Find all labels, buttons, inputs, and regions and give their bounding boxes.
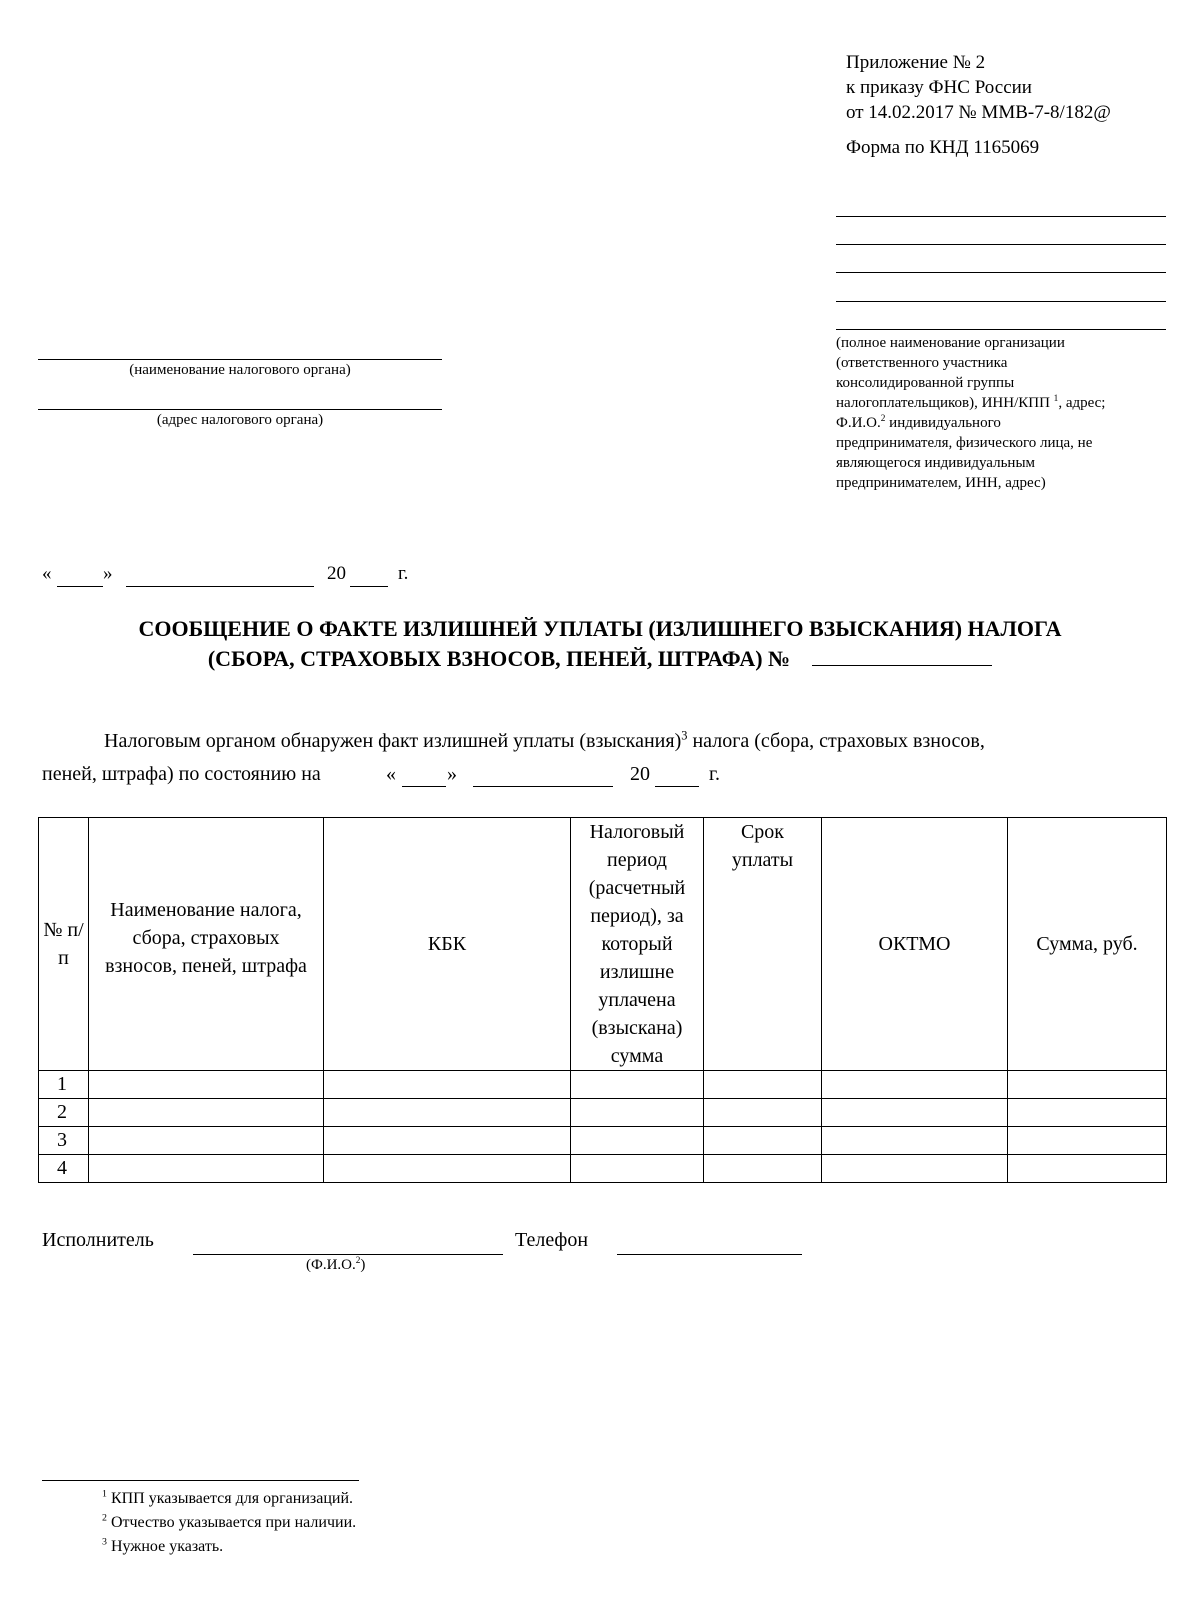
title-line-1: СООБЩЕНИЕ О ФАКТЕ ИЗЛИШНЕЙ УПЛАТЫ (ИЗЛИШНЕГО ВЗЫСКАНИЯ) НАЛОГА: [138, 616, 1062, 641]
body-year-field[interactable]: [655, 786, 699, 787]
table-header-row: [39, 818, 1167, 1071]
table-row: [39, 1071, 1167, 1099]
col-header-kbk: КБК: [324, 818, 571, 1071]
org-caption-line: налогоплательщиков), ИНН/КПП $^1$, адрес;: [836, 394, 1106, 411]
cell[interactable]: [571, 1071, 704, 1099]
cell[interactable]: [571, 1155, 704, 1183]
body-open-quote: «: [386, 763, 396, 785]
phone-field[interactable]: [617, 1254, 802, 1255]
cell[interactable]: [324, 1099, 571, 1127]
table-row: [39, 1099, 1167, 1127]
org-caption-line: предпринимателя, физического лица, не: [836, 435, 1093, 451]
form-code: Форма по КНД 1165069: [846, 137, 1040, 158]
body-day-field[interactable]: [402, 786, 446, 787]
cell[interactable]: [704, 1071, 822, 1099]
col-header-period: Налоговый период (расчетный период), за который излишне уплачена (взыскана) сумма: [571, 818, 704, 1071]
col-header-due-date: Срок уплаты: [704, 818, 822, 1071]
org-field-line[interactable]: [836, 216, 1166, 217]
body-line-1: Налоговым органом обнаружен факт излишней уплаты (взыскания)$^3$ налога (сбора, страховых взносов,: [104, 728, 985, 752]
org-caption-line: (полное наименование организации: [836, 335, 1065, 351]
table-row: [39, 1127, 1167, 1155]
message-number-field[interactable]: [812, 645, 992, 666]
appendix-header: [846, 50, 1111, 125]
appendix-line-1: Приложение № 2: [846, 52, 986, 73]
org-caption-line: являющегося индивидуальным: [836, 455, 1036, 471]
cell[interactable]: [822, 1099, 1008, 1127]
date-year-field[interactable]: [350, 586, 388, 587]
document-title: [0, 614, 1200, 674]
org-field-line[interactable]: [836, 329, 1166, 330]
cell[interactable]: [822, 1127, 1008, 1155]
title-line-2: (СБОРА, СТРАХОВЫХ ВЗНОСОВ, ПЕНЕЙ, ШТРАФА) №: [0, 644, 1200, 674]
cell[interactable]: [822, 1071, 1008, 1099]
date-close-quote: »: [103, 563, 113, 584]
cell[interactable]: [704, 1099, 822, 1127]
cell[interactable]: [89, 1127, 324, 1155]
cell[interactable]: [89, 1155, 324, 1183]
col-header-amount: Сумма, руб.: [1008, 818, 1167, 1071]
org-field-line[interactable]: [836, 244, 1166, 245]
cell[interactable]: [1008, 1127, 1167, 1155]
footnote-ref: 3: [681, 728, 688, 743]
row-number: 4: [39, 1155, 89, 1183]
body-year-prefix: 20: [630, 763, 650, 785]
executor-fio-caption: (Ф.И.О.$^2$): [306, 1256, 366, 1273]
appendix-line-2: к приказу ФНС России: [846, 77, 1032, 98]
appendix-line-3: от 14.02.2017 № ММВ-7-8/182@: [846, 102, 1111, 123]
org-field-line[interactable]: [836, 301, 1166, 302]
body-year-suffix: г.: [709, 763, 720, 785]
cell[interactable]: [704, 1155, 822, 1183]
footnote-3: $^3$ Нужное указать.: [102, 1536, 224, 1555]
tax-authority-address-line[interactable]: [38, 409, 442, 410]
tax-authority-name-caption: (наименование налогового органа): [129, 362, 351, 378]
phone-label: Телефон: [515, 1229, 589, 1251]
footnote-ref: 1: [1053, 394, 1059, 404]
cell[interactable]: [324, 1155, 571, 1183]
cell[interactable]: [822, 1155, 1008, 1183]
cell[interactable]: [1008, 1071, 1167, 1099]
col-header-number: № п/п: [39, 818, 89, 1071]
org-caption-line: Ф.И.О.$^2$ индивидуального: [836, 414, 1001, 431]
row-number: 3: [39, 1127, 89, 1155]
footnote-separator: [42, 1480, 359, 1481]
cell[interactable]: [89, 1071, 324, 1099]
cell[interactable]: [704, 1127, 822, 1155]
date-day-field[interactable]: [57, 586, 103, 587]
footnote-ref: 2: [355, 1256, 361, 1266]
footnote-2: $^2$ Отчество указывается при наличии.: [102, 1512, 357, 1531]
date-year-suffix: г.: [398, 563, 409, 584]
cell[interactable]: [89, 1099, 324, 1127]
cell[interactable]: [571, 1099, 704, 1127]
cell[interactable]: [1008, 1099, 1167, 1127]
org-field-line[interactable]: [836, 272, 1166, 273]
overpayment-table: [38, 817, 1167, 1183]
cell[interactable]: [571, 1127, 704, 1155]
body-month-field[interactable]: [473, 786, 613, 787]
cell[interactable]: [324, 1071, 571, 1099]
table-row: [39, 1155, 1167, 1183]
col-header-tax-name: Наименование налога, сбора, страховых взносов, пеней, штрафа: [89, 818, 324, 1071]
footnote-ref: 2: [880, 414, 886, 424]
row-number: 1: [39, 1071, 89, 1099]
org-caption: [836, 333, 1166, 493]
org-caption-line: (ответственного участника: [836, 355, 1008, 371]
date-month-field[interactable]: [126, 586, 314, 587]
footnote-1: $^1$ КПП указывается для организаций.: [102, 1488, 354, 1507]
body-line-2: пеней, штрафа) по состоянию на: [42, 763, 321, 785]
cell[interactable]: [1008, 1155, 1167, 1183]
org-caption-line: консолидированной группы: [836, 375, 1015, 391]
row-number: 2: [39, 1099, 89, 1127]
executor-field[interactable]: [193, 1254, 503, 1255]
tax-authority-name-line[interactable]: [38, 359, 442, 360]
tax-authority-address-caption: (адрес налогового органа): [156, 412, 324, 428]
body-close-quote: »: [447, 763, 457, 785]
date-open-quote: «: [42, 563, 52, 584]
executor-label: Исполнитель: [42, 1229, 154, 1251]
date-year-prefix: 20: [327, 563, 346, 584]
cell[interactable]: [324, 1127, 571, 1155]
col-header-oktmo: ОКТМО: [822, 818, 1008, 1071]
org-caption-line: предпринимателем, ИНН, адрес): [836, 475, 1046, 491]
